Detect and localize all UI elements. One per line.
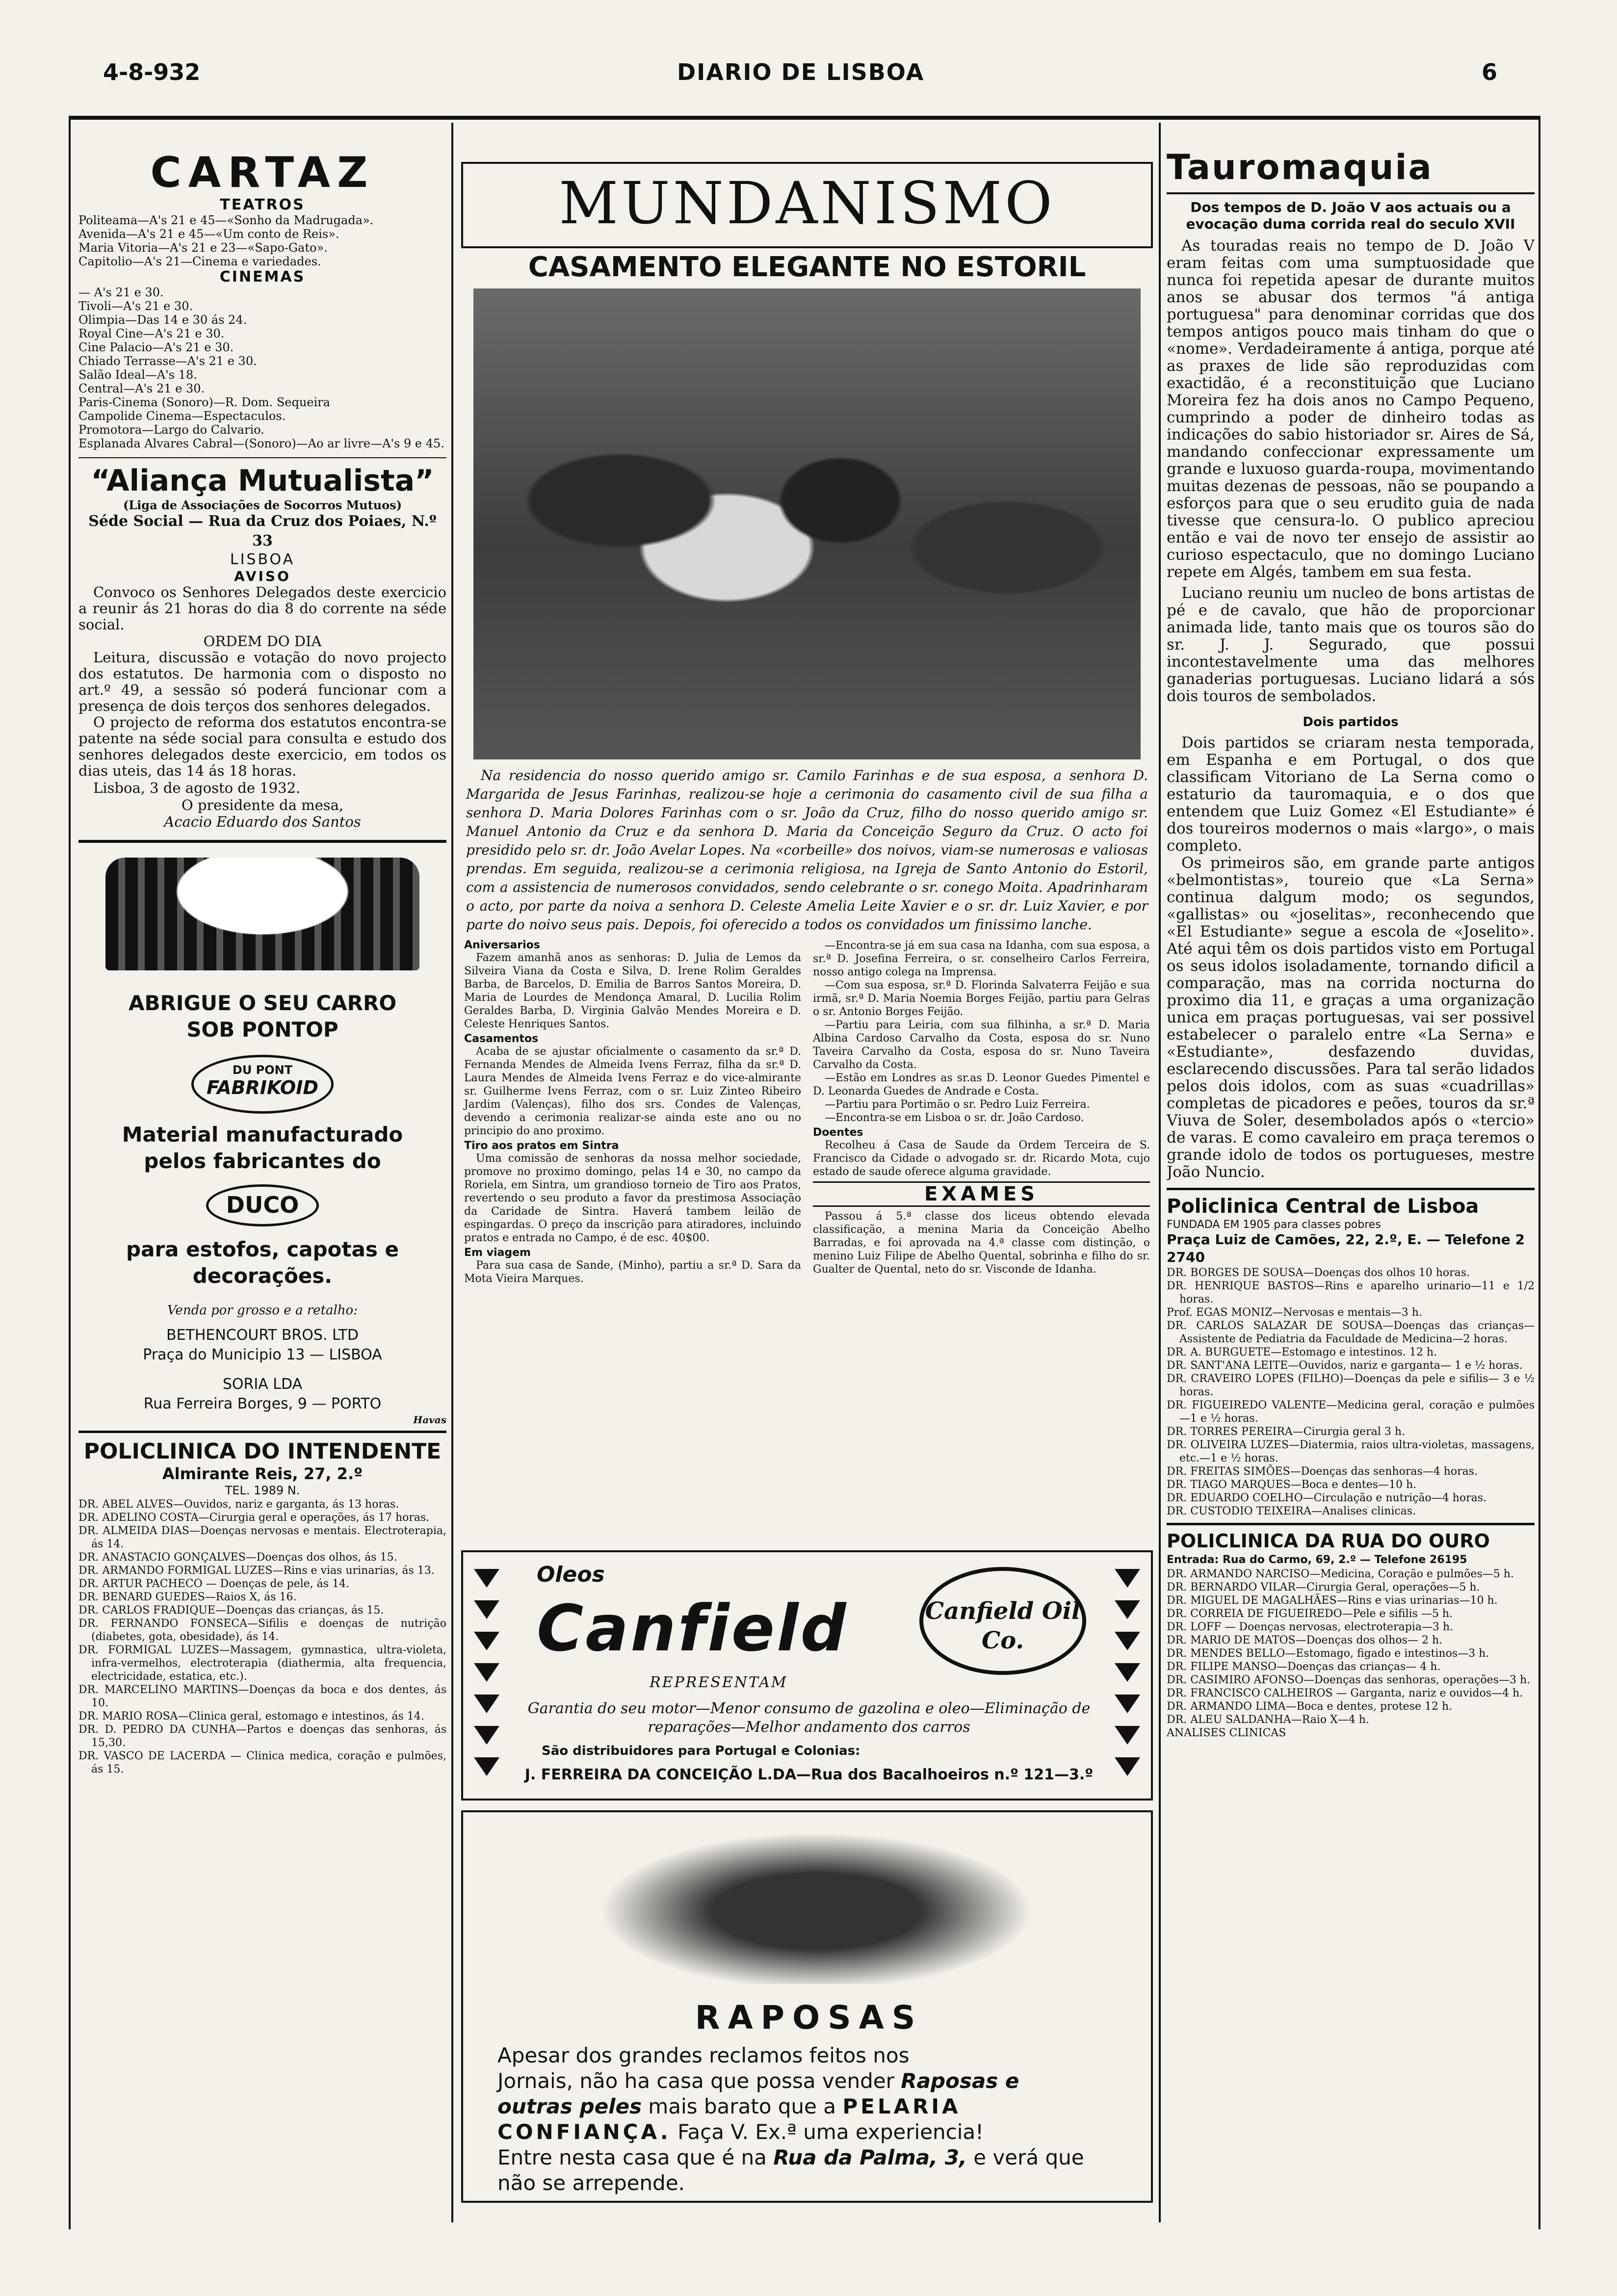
- doctor-listing: DR. CRAVEIRO LOPES (FILHO)—Doenças da pele e sifilis— 3 e ½ horas.: [1167, 1373, 1535, 1398]
- divider: [78, 840, 446, 843]
- doctor-listing: DR. D. PEDRO DA CUNHA—Partos e doenças das senhoras, ás 15,30.: [78, 1723, 446, 1749]
- exames-heading: EXAMES: [813, 1181, 1150, 1207]
- doctor-listing: DR. FIGUEIREDO VALENTE—Medicina geral, coração e pulmões—1 e ½ horas.: [1167, 1399, 1535, 1425]
- bethencourt-name: BETHENCOURT BROS. LTD: [166, 1327, 359, 1344]
- doctor-listing: Prof. EGAS MONIZ—Nervosas e mentais—3 h.: [1167, 1306, 1422, 1319]
- aviso-heading: AVISO: [234, 568, 291, 584]
- top-rule: [69, 116, 1540, 120]
- wedding-photo: [473, 288, 1141, 759]
- doctor-listing: DR. FRANCISCO CALHEIROS — Garganta, nariz e ouvidos—4 h.: [1167, 1687, 1523, 1699]
- cinema-listing: Esplanada Alvares Cabral—(Sonoro)—Ao ar livre—A's 9 e 45.: [78, 437, 444, 450]
- ouro-doctor-list: [1167, 1567, 1535, 1740]
- cinemas-list: [78, 286, 446, 450]
- pontop-ad: [78, 858, 446, 1426]
- divider: [1167, 1523, 1535, 1525]
- cinemas-heading: CINEMAS: [219, 268, 306, 286]
- column-rule-left: [451, 123, 453, 2222]
- doentes-text: Recolheu á Casa de Saude da Ordem Terceira de S. Francisco da Cidade o advogado sr. dr. Ricardo Mota, cujo estado de saude oferece alguma gravidade.: [813, 1139, 1150, 1178]
- signature-name: Acacio Eduardo dos Santos: [164, 813, 361, 830]
- teatro-listing: Politeama—A's 21 e 45—«Sonho da Madrugada».: [78, 213, 374, 227]
- wedding-caption: Na residencia do nosso querido amigo sr. Camilo Farinhas e de sua esposa, a senhora D. Margarida de Jesus Farinhas, realizou-se hoje a cerimonia do casamento civil de sua filha a senhora D. Maria Dolores Farinhas com o sr. João da Cruz, filho do nosso querido amigo sr. Manuel Antonio da Cruz e da senhora D. Maria da Conceição Seguro da Cruz. O acto foi presidido pelo sr. dr. João Avelar Lopes. Na «corbeille» dos noivos, viam-se numerosas e valiosas prendas. Em seguida, realizou-se a cerimonia religiosa, na Igreja de Santo Antonio do Estoril, com a assistencia de numerosos convidados, sendo celebrante o sr. conego Moita. Apadrinharam o acto, por parte da noiva a senhora D. Celeste Amelia Leite Xavier e o sr. dr. Luiz Xavier, e por parte do noivo seus pais. Depois, foi oferecido a todos os convidados um finissimo lanche.: [466, 767, 1148, 933]
- aviso-date: Lisboa, 3 de agosto de 1932.: [93, 780, 301, 796]
- cinema-listing: Campolide Cinema—Espectaculos.: [78, 409, 286, 423]
- ouro-section: [1167, 1529, 1535, 1740]
- doctor-listing: DR. HENRIQUE BASTOS—Rins e aparelho urinario—11 e 1/2 horas.: [1167, 1280, 1535, 1305]
- page-number: 6: [1482, 59, 1498, 85]
- news-item-2: —Com sua esposa, sr.ª D. Florinda Salvaterra Feijão e sua irmã, sr.ª D. Maria Noemia Borges Feijão, partiu para Gelras o sr. Antonio Borges Feijão.: [813, 979, 1150, 1018]
- news-item-3: —Partiu para Leiria, com sua filhinha, a sr.ª D. Maria Albina Cardoso Carvalho da Costa, esposa do sr. Nuno Taveira Carvalho da Costa, esposa do sr. Nuno Taveira Carvalho da Costa.: [813, 1019, 1150, 1071]
- intendente-title: POLICLINICA DO INTENDENTE: [83, 1439, 442, 1464]
- cinema-listing: Cine Palacio—A's 21 e 30.: [78, 340, 234, 354]
- doctor-listing: DR. ADELINO COSTA—Cirurgia geral e operações, ás 17 horas.: [78, 1512, 430, 1524]
- issue-date: 4-8-932: [103, 59, 201, 85]
- doctor-listing: DR. MIGUEL DE MAGALHÃES—Rins e vias urinarias—10 h.: [1167, 1594, 1498, 1607]
- raposas-line-5-text: Entre nesta casa que é na: [497, 2145, 774, 2169]
- doctor-listing: DR. ARTUR PACHECO — Doenças de pele, ás 14.: [78, 1578, 350, 1590]
- cartaz-title: CARTAZ: [150, 148, 375, 197]
- intendente-doctor-list: [78, 1498, 446, 1776]
- tiro-text: Uma comissão de senhoras da nossa melhor sociedade, promove no proximo domingo, pelas 14 e 30, no campo da Roriela, em Sintra, um grandioso torneio de Tiro aos Pratos, revertendo o seu produto a favor da prestimosa Associação da Caridade de Sintra. Haverá tambem leilão de espingardas. O preço da inscrição para atiradores, incluindo pratos e entrada no Campo, é de esc. 40$00.: [464, 1152, 801, 1244]
- divider: [78, 1431, 446, 1433]
- canfield-slogan: Garantia do seu motor—Menor consumo de gazolina e oleo—Eliminação de reparações—Melhor andamento dos carros: [527, 1700, 1091, 1736]
- doctor-listing: DR. ARMANDO NARCISO—Medicina, Coração e pulmões—5 h.: [1167, 1568, 1514, 1580]
- doctor-listing: DR. CUSTODIO TEIXEIRA—Analises clinicas.: [1167, 1505, 1416, 1517]
- central-address: Praça Luiz de Camões, 22, 2.º, E. — Telefone 2 2740: [1167, 1231, 1525, 1265]
- doctor-listing: DR. OLIVEIRA LUZES—Diatermia, raios ultra-violetas, massagens, etc.—1 e ½ horas.: [1167, 1439, 1535, 1464]
- ouro-title: POLICLINICA DA RUA DO OURO: [1167, 1530, 1490, 1552]
- intendente-address: Almirante Reis, 27, 2.º: [162, 1464, 363, 1483]
- canfield-brand: Canfield: [537, 1591, 848, 1666]
- doctor-listing: DR. BORGES DE SOUSA—Doenças dos olhos 10 horas.: [1167, 1267, 1470, 1279]
- distributor-firm: J. FERREIRA DA CONCEIÇÃO L.DA—Rua dos Bacalhoeiros n.º 121—3.º: [524, 1766, 1094, 1783]
- doctor-listing: DR. MARIO DE MATOS—Doenças dos olhos— 2 h.: [1167, 1634, 1443, 1646]
- duco-logo: [206, 1184, 319, 1226]
- cinema-listing: Central—A's 21 e 30.: [78, 382, 205, 395]
- tauromaquia-title: Tauromaquia: [1167, 147, 1433, 187]
- fabrikoid-logo: [191, 1055, 334, 1114]
- aniversarios-text: Fazem amanhã anos as senhoras: D. Julia de Lemos da Silveira Viana da Costa e Silva, D. Irene Rolim Geraldes Barba, de Barcelos, D. Emilia de Barros Santos Moreira, D. Maria de Lourdes de Mendonça Amaral, D. Lucilia Rolim Geraldes Barba, D. Virginia Galvão Mendes Moreira e D. Celeste Henriques Santos.: [464, 952, 801, 1030]
- cinema-listing: Chiado Terrasse—A's 21 e 30.: [78, 354, 257, 368]
- fabrikoid-logo-text: FABRIKOID: [207, 1077, 318, 1098]
- left-border: [69, 120, 71, 2229]
- raposas-line-3-text: mais barato que a: [641, 2094, 843, 2118]
- exames-text: Passou á 5.ª classe dos liceus obtendo elevada classificação, a menina Maria da Conceição Abelho Barradas, e foi aprovada na 4.ª classe com distinção, o menino Luiz Filipe de Abelho Quental, sobrinha e filho do sr. Gualter de Quental, neto do sr. Visconde de Idanha.: [813, 1210, 1150, 1276]
- raposas-line-5: [497, 2145, 1130, 2170]
- right-column: [1167, 123, 1535, 2222]
- cinema-listing: Promotora—Largo do Calvario.: [78, 423, 264, 437]
- doctor-listing: DR. MARIO ROSA—Clinica geral, estomago e intestinos, ás 14.: [78, 1710, 424, 1722]
- raposas-line-2-text: Jornais, não ha casa que possa vender: [497, 2069, 901, 2093]
- cinema-listing: Tivoli—A's 21 e 30.: [78, 299, 193, 313]
- representam-label: REPRESENTAM: [650, 1674, 788, 1691]
- duco-logo-text: DUCO: [226, 1192, 299, 1218]
- news-item-5: —Partiu para Portimão o sr. Pedro Luiz Ferreira.: [825, 1098, 1090, 1111]
- doctor-listing: DR. MARCELINO MARTINS—Doenças da boca e dos dentes, ás 10.: [78, 1684, 446, 1709]
- dois-partidos-heading: Dois partidos: [1303, 715, 1399, 730]
- canfield-logo-text: Canfield Oil Co.: [925, 1597, 1081, 1654]
- doctor-listing: DR. BERNARDO VILAR—Cirurgia Geral, operações—5 h.: [1167, 1581, 1480, 1593]
- cinema-listing: Royal Cine—A's 21 e 30.: [78, 327, 225, 340]
- alianca-title: “Aliança Mutualista”: [91, 464, 434, 498]
- alianca-section: [78, 463, 446, 830]
- right-border: [1539, 120, 1540, 2229]
- doctor-listing: DR. LOFF — Doenças nervosas, electroterapia—3 h.: [1167, 1621, 1454, 1633]
- raposas-line-4: [497, 2119, 1130, 2145]
- doctor-listing: DR. FERNANDO FONSECA—Sifilis e doenças de nutrição (diabetes, gota, obesidade), ás 14.: [78, 1618, 446, 1643]
- news-item-4: —Estão em Londres as sr.as D. Leonor Guedes Pimentel e D. Leonarda Guedes de Andrade e Costa.: [813, 1072, 1150, 1097]
- wedding-headline: CASAMENTO ELEGANTE NO ESTORIL: [528, 251, 1086, 283]
- alianca-sede: Séde Social — Rua da Cruz dos Poiaes, N.º 33: [88, 513, 437, 549]
- cinema-listing: Paris-Cinema (Sonoro)—R. Dom. Sequeira: [78, 395, 330, 409]
- car-illustration: [105, 858, 419, 970]
- social-news: [464, 939, 1150, 1285]
- cinema-listing: Olimpia—Das 14 e 30 ás 24.: [78, 313, 247, 327]
- raposas-line-2: [497, 2068, 1130, 2094]
- intendente-section: [78, 1439, 446, 1776]
- bethencourt-address: Praça do Municipio 13 — LISBOA: [143, 1346, 382, 1363]
- aviso-paragraph-1: Convoco os Senhores Delegados deste exercicio a reunir ás 21 horas do dia 8 do corrente na séde social.: [78, 584, 446, 633]
- alianca-city: LISBOA: [230, 551, 295, 568]
- fox-illustration: [571, 1822, 1062, 1984]
- mundanismo-banner: [461, 162, 1153, 248]
- raposas-line-1: Apesar dos grandes reclamos feitos nos: [497, 2043, 910, 2067]
- tauromaquia-paragraph-2: Luciano reuniu um nucleo de bons artistas de pé e de cavalo, que hão de proporcionar animada lide, tanto mais que os touros são do sr. J. J. Segurado, que possui incontestavelmente uma das melhores ganaderias portuguesas. Luciano lidará a sós dois touros de sembolados.: [1167, 584, 1535, 705]
- doctor-listing: DR. EDUARDO COELHO—Circulação e nutrição—4 horas.: [1167, 1492, 1487, 1504]
- raposas-body: [497, 2043, 1130, 2196]
- oleos-label: Oleos: [537, 1562, 605, 1587]
- soria-address: Rua Ferreira Borges, 9 — PORTO: [143, 1395, 382, 1412]
- divider: [1167, 192, 1535, 194]
- tauromaquia-paragraph-3: Dois partidos se criaram nesta temporada, em Espanha e em Portugal, o dos que classificam Vitoriano de La Serna como o estaturio da tauromaquia, e o dos que entendem que Luiz Gomez «El Estudiante» é dos toureiros modernos o mais «largo», o mais completo.: [1167, 734, 1535, 855]
- doctor-listing: DR. TORRES PEREIRA—Cirurgia geral 3 h.: [1167, 1426, 1405, 1438]
- doctor-listing: DR. CARLOS FRADIQUE—Doenças das crianças, ás 15.: [78, 1604, 384, 1617]
- mundanismo-title: MUNDANISMO: [559, 169, 1055, 237]
- raposas-line-6: não se arrepende.: [497, 2171, 685, 2195]
- aviso-paragraph-2: Leitura, discussão e votação do novo projecto dos estatutos. De harmonia com o disposto no art.º 49, a sessão só poderá funcionar com a presença de dois terços dos senhores delegados.: [78, 649, 446, 714]
- doctor-listing: DR. ARMANDO FORMIGAL LUZES—Rins e vias urinarias, ás 13.: [78, 1565, 435, 1577]
- aniversarios-heading: Aniversarios: [464, 939, 540, 951]
- alianca-subtitle: (Liga de Associações de Socorros Mutuos): [123, 498, 402, 512]
- teatros-list: [78, 213, 446, 268]
- aviso-paragraph-3: O projecto de reforma dos estatutos encontra-se patente na séde social para consulta e estudo dos senhores delegados deste exercicio, em todos os dias uteis, das 14 ás 18 horas.: [78, 714, 446, 779]
- tauromaquia-subtitle: Dos tempos de D. João V aos actuais ou a evocação duma corrida real do seculo XVII: [1186, 199, 1515, 232]
- central-title: Policlinica Central de Lisboa: [1167, 1195, 1479, 1218]
- raposas-line-3-bold: outras peles: [497, 2094, 642, 2118]
- doctor-listing: DR. ANASTACIO GONÇALVES—Doenças dos olhos, ás 15.: [78, 1551, 397, 1564]
- doctor-listing: DR. MENDES BELLO—Estomago, figado e intestinos—3 h.: [1167, 1647, 1489, 1660]
- doctor-listing: DR. CASIMIRO AFONSO—Doenças das senhoras, operações—3 h.: [1167, 1674, 1531, 1686]
- social-news-right: [813, 939, 1150, 1285]
- canfield-logo: [919, 1567, 1086, 1675]
- confianca-name: CONFIANÇA.: [497, 2120, 671, 2144]
- signature-role: O presidente da mesa,: [181, 797, 344, 813]
- divider: [78, 457, 446, 458]
- material-line-4: decorações.: [192, 1264, 333, 1288]
- casamentos-heading: Casamentos: [464, 1033, 539, 1045]
- casamentos-text: Acaba de se ajustar oficialmente o casamento da sr.ª D. Fernanda Mendes de Almeida Ivens Ferraz, filha da sr.ª D. Laura Mendes de Almeida Ivens Ferraz e do vice-almirante sr. Guilherme Ivens Ferraz, com o sr. Luiz Zinteo Ribeiro Jardim (Valenças), filho dos srs. Condes de Valenças, devendo a cerimonia realizar-se ainda este ano ou no principio do ano proximo.: [464, 1045, 801, 1137]
- doctor-listing: DR. TIAGO MARQUES—Boca e dentes—10 h.: [1167, 1479, 1417, 1491]
- doctor-listing: DR. FREITAS SIMÕES—Doenças das senhoras—4 horas.: [1167, 1465, 1478, 1478]
- doctor-listing: DR. A. BURGUETE—Estomago e intestinos. 12 h.: [1167, 1346, 1437, 1358]
- intendente-phone: TEL. 1989 N.: [225, 1484, 300, 1497]
- material-line-1: Material manufacturado: [122, 1122, 403, 1147]
- news-item-1: —Encontra-se já em sua casa na Idanha, com sua esposa, a sr.ª D. Josefina Ferreira, o sr. conselheiro Carlos Ferreira, nosso antigo colega na Imprensa.: [813, 939, 1150, 978]
- material-line-2: pelos fabricantes do: [144, 1149, 381, 1173]
- arrow-strip-right: [1114, 1564, 1141, 1789]
- doctor-listing: DR. CORREIA DE FIGUEIREDO—Pele e sifilis —5 h.: [1167, 1608, 1453, 1620]
- pelaria-name: PELARIA: [842, 2094, 961, 2118]
- raposas-title: RAPOSAS: [695, 1999, 923, 2036]
- doctor-listing: DR. CARLOS SALAZAR DE SOUSA—Doenças das crianças—Assistente de Pediatria da Faculdade de Medicina—2 horas.: [1167, 1320, 1535, 1345]
- raposas-line-4-text: Faça V. Ex.ª uma experiencia!: [671, 2120, 984, 2144]
- venda-line: Venda por grosso e a retalho:: [167, 1303, 358, 1318]
- pontop-line-1: ABRIGUE O SEU CARRO: [128, 991, 397, 1015]
- distributors-label: São distribuidores para Portugal e Colonias:: [542, 1744, 861, 1758]
- doentes-heading: Doentes: [813, 1126, 863, 1139]
- tauromaquia-paragraph-4: Os primeiros são, em grande parte antigos «belmontistas», toureio que «La Serna» continua dalgum modo; os segundos, «gallistas» ou «joselitas», reconhecendo que «El Estudiante» segue a escola de «Joselito». Até aqui têm os dois partidos visto em Portugal os seus idolos isoladamente, tornando dificil a comparação, mas na corrida nocturna do proximo dia 11, e graças a uma organização unica em praças portuguesas, vai ser possivel estabelecer o paralelo entre «La Serna» e «Estudiante», desfazendo duvidas, esclarecendo discussões. Para tal serão lidados pelos dois idolos, com as suas «cuadrillas» completas de picadores e peões, touros da sr.ª Viuva de Soler, desembolados após o «tercio» de varas. E como cavaleiro em praça teremos o grande idolo de todos os portugueses, mestre João Nuncio.: [1167, 854, 1535, 1181]
- doctor-listing: DR. ARMANDO LIMA—Boca e dentes, protese 12 h.: [1167, 1700, 1453, 1713]
- soria-name: SORIA LDA: [222, 1376, 303, 1393]
- shop-address: Rua da Palma, 3,: [773, 2145, 967, 2169]
- viagem-text: Para sua casa de Sande, (Minho), partiu a sr.ª D. Sara da Mota Vieira Marques.: [464, 1259, 801, 1285]
- middle-column: [461, 123, 1153, 2222]
- news-item-6: —Encontra-se em Lisboa o sr. dr. João Cardoso.: [825, 1112, 1084, 1124]
- doctor-listing: DR. FILIPE MANSO—Doenças das crianças— 4 h.: [1167, 1661, 1441, 1673]
- doctor-listing: DR. ALEU SALDANHA—Raio X—4 h.: [1167, 1714, 1369, 1726]
- doctor-listing: ANALISES CLINICAS: [1167, 1727, 1286, 1739]
- doctor-listing: DR. BENARD GUEDES—Raios X, ás 16.: [78, 1591, 297, 1603]
- raposas-line-3: [497, 2094, 1130, 2119]
- teatro-listing: Capitolio—A's 21—Cinema e variedades.: [78, 255, 321, 268]
- raposas-line-2-bold: Raposas e: [901, 2069, 1019, 2093]
- canfield-ad: [461, 1550, 1153, 1800]
- ordem-do-dia: ORDEM DO DIA: [203, 633, 322, 650]
- ad-agency-signature: Havas: [413, 1414, 446, 1426]
- doctor-listing: DR. SANT'ANA LEITE—Ouvidos, nariz e garganta— 1 e ½ horas.: [1167, 1359, 1523, 1372]
- teatros-heading: TEATROS: [220, 196, 305, 213]
- tiro-heading: Tiro aos pratos em Sintra: [464, 1140, 619, 1152]
- pontop-line-2: SOB PONTOP: [186, 1018, 339, 1042]
- central-section: [1167, 1194, 1535, 1518]
- cartaz-section: [78, 149, 446, 450]
- divider: [1167, 1188, 1535, 1190]
- column-rule-right: [1159, 123, 1161, 2222]
- ouro-address: Entrada: Rua do Carmo, 69, 2.º — Telefone 26195: [1167, 1554, 1467, 1566]
- doctor-listing: DR. ALMEIDA DIAS—Doenças nervosas e mentais. Electroterapia, ás 14.: [78, 1525, 446, 1550]
- central-doctor-list: [1167, 1266, 1535, 1518]
- cinema-listing: Salão Ideal—A's 18.: [78, 368, 197, 382]
- doctor-listing: DR. ABEL ALVES—Ouvidos, nariz e garganta, ás 13 horas.: [78, 1498, 399, 1511]
- doctor-listing: DR. VASCO DE LACERDA — Clinica medica, coração e pulmões, ás 15.: [78, 1750, 446, 1775]
- doctor-listing: DR. FORMIGAL LUZES—Massagem, gymnastica, ultra-violeta, infra-vermelhos, electroterapia (diathermia, alta frequencia, electricidade, estatica, etc.).: [78, 1644, 446, 1683]
- raposas-ad: [461, 1810, 1153, 2203]
- left-column: [78, 123, 446, 2222]
- cinema-listing: — A's 21 e 30.: [78, 286, 164, 299]
- fabrikoid-logo-top: DU PONT: [232, 1063, 293, 1077]
- tauromaquia-paragraph-1: As touradas reais no tempo de D. João V eram feitas com uma sumptuosidade que nunca foi repetida apesar de durante muitos anos se abusar dos termos "á antiga portuguesa" para denominar corridas que dos tempos antigos pouco mais tinham do que o «nome». Verdadeiramente á antiga, porque até as praxes de lide são reproduzidas com exactidão, é a reconstituição que Luciano Moreira fez ha dois anos no Campo Pequeno, cumprindo a poder de dinheiro todas as indicações do sabio historiador sr. Aires de Sá, mandando confeccionar expressamente um grande e luxuoso guarda-roupa, movimentando muitas dezenas de pessoas, não se poupando a esforços para que o seu erudito guia de nada tivesse que censura-lo. O publico apreciou então e vai de novo ter ensejo de assistir ao curioso espectaculo, que no domingo Luciano repete em Algés, tambem em sua festa.: [1167, 237, 1535, 581]
- central-founded: FUNDADA EM 1905 para classes pobres: [1167, 1219, 1381, 1231]
- raposas-line-5-end: e verá que: [966, 2145, 1084, 2169]
- material-line-3: para estofos, capotas e: [126, 1237, 399, 1261]
- arrow-strip-left: [473, 1564, 500, 1789]
- viagem-heading: Em viagem: [464, 1247, 531, 1259]
- social-news-left: [464, 939, 801, 1285]
- teatro-listing: Avenida—A's 21 e 45—«Um conto de Reis».: [78, 227, 339, 241]
- teatro-listing: Maria Vitoria—A's 21 e 23—«Sapo-Gato».: [78, 241, 328, 255]
- newspaper-name: DIARIO DE LISBOA: [677, 59, 925, 85]
